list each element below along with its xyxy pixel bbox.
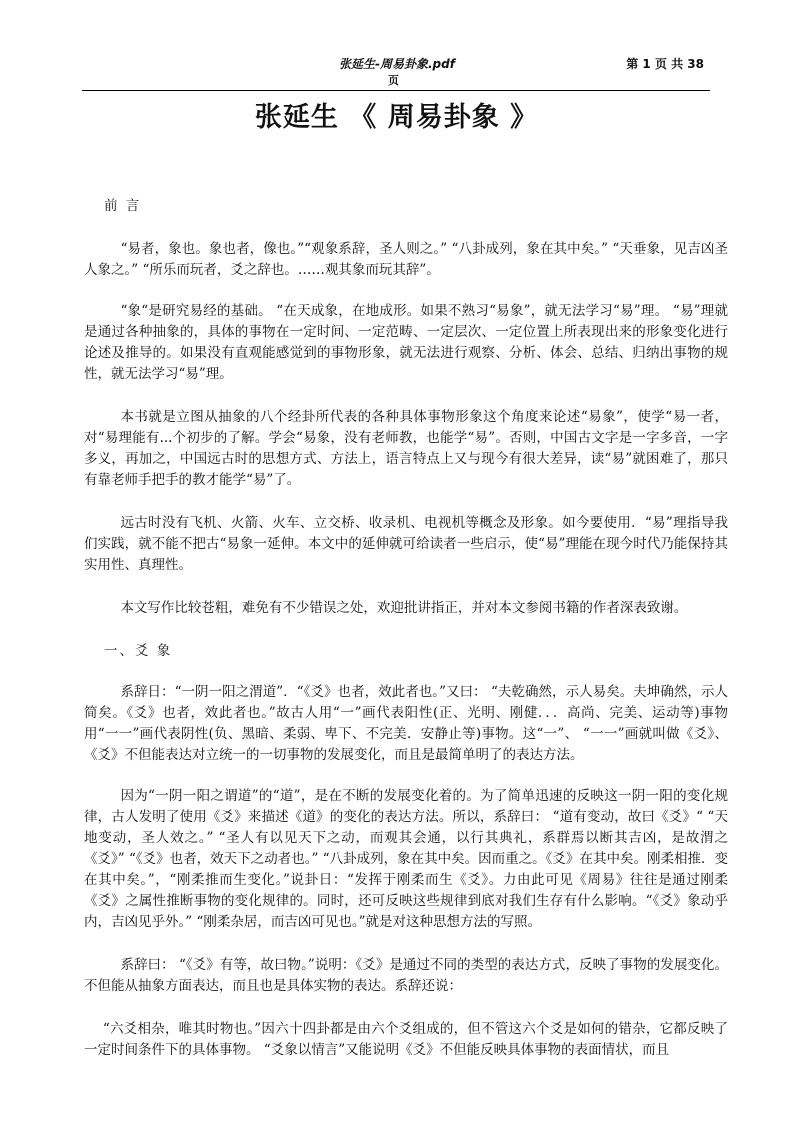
- paragraph: 系辞曰： “《爻》有等，故曰物。”说明：《爻》是通过不同的类型的表达方式，反映了事物的发展变化。不但能从抽象方面表达，而且也是具体实物的表达。系辞还说：: [84, 957, 728, 994]
- document-body: [84, 196, 728, 1061]
- header-filename: 张延生-周易卦象.pdf: [339, 57, 455, 71]
- paragraph: 因为“一阴一阳之谓道”的“道”，是在不断的发展变化着的。为了简单迅速的反映这一阴一阳的变化规律，古人发明了使用《爻》来描述《道》的变化的表达方法。所以，系辞曰： “道有变动，故曰《爻》“ “天地变动，圣人效之。” “圣人有以见天下之动，而观其会通，以行其典礼，系群焉以断其吉凶，是故渭之《爻》” “《爻》也者，效天下之动者也。” “八卦成列，象在其中矣。因而重之。《爻》在其中矣。刚柔相推．变在其中矣。”，“刚柔推而生变化。”说卦日：“发挥于刚柔而生《爻》。力由此可见《周易》往往是通过刚柔《爻》之属性推断事物的变化规律的。同时，还可反映这些规律到底对我们生存有什么影响。“《爻》象动乎内，吉凶见乎外。” “刚柔杂居，而吉凶可见也。”就是对这种思想方法的写照。: [84, 788, 728, 930]
- paragraph: 远古时没有飞机、火箭、火车、立交桥、收录机、电视机等概念及形象。如今要使用．“易”理指导我们实践，就不能不把古“易象一延伸。本文中的延伸就可给读者一些启示，使“易”理能在现今时代乃能保持其实用性、真理性。: [84, 515, 728, 573]
- header-page-info: 第 1 页 共 38: [626, 57, 704, 71]
- paragraph: “六爻相杂，唯其时物也。”因六十四卦都是由六个爻组成的，但不管这六个爻是如何的错杂，它都反映了一定时间条件下的具体事物。 “爻象以情言”又能说明《爻》不但能反映具体事物的表面情状，而且: [84, 1021, 728, 1058]
- header-filename-suffix: 页: [388, 74, 399, 87]
- paragraph: “易者，象也。象也者，像也。”“观象系辞，圣人则之。” “八卦成列，象在其中矣。” “天垂象，见吉凶圣人象之。” “所乐而玩者，爻之辞也。……观其象而玩其辞”。: [84, 241, 728, 278]
- paragraph: “象“是研究易经的基础。 “在天成象，在地成形。如果不熟习“易象”，就无法学习“易”理。 “易”理就是通过各种抽象的，具体的事物在一定时间、一定范畴、一定层次、一定位置上所表现出来的形象变化进行论述及推导的。如果没有直观能感觉到的事物形象，就无法进行观察、分析、体会、总结、归纳出事物的规性，就无法学习“易”理。: [84, 303, 728, 382]
- paragraph: 系辞日：“一阴一阳之渭道”．“《爻》也者，效此者也。”又曰： “夫乾确然，示人易矣。夫坤确然，示人简矣。《爻》也者，效此者也。”故古人用“一”画代表阳性(正、光明、刚健．．．高尚、完美、运动等)事物用“一一”画代表阴性(负、黑暗、柔弱、卑下、不完美．安静止等)事物。这“一”、 “一一”画就叫做《爻》、《爻》不但能表达对立统一的一切事物的发展变化，而且是最简单明了的表达方法。: [84, 684, 728, 763]
- paragraph: 本书就是立图从抽象的八个经卦所代表的各种具体事物形象这个角度来论述“易象”，使学“易一者，对“易理能有...个初步的了解。学会“易象，没有老师教，也能学“易”。否则，中国古文字是一字多音，一字多义，再加之，中国远古时的思想方式、方法上，语言特点上又与现今有很大差异，读“易”就困难了，那只有靠老师手把手的教才能学“易”了。: [84, 409, 728, 488]
- paragraph: 本文写作比较苍粗，难免有不少错误之处，欢迎批讲指正，并对本文参阅书籍的作者深表致谢。: [120, 600, 688, 616]
- document-title: 张延生 《 周易卦象 》: [254, 102, 539, 133]
- section-heading: 一、爻 象: [104, 643, 173, 659]
- header-divider: [82, 90, 710, 91]
- page-header: [82, 56, 710, 92]
- preface-heading: 前 言: [104, 198, 142, 214]
